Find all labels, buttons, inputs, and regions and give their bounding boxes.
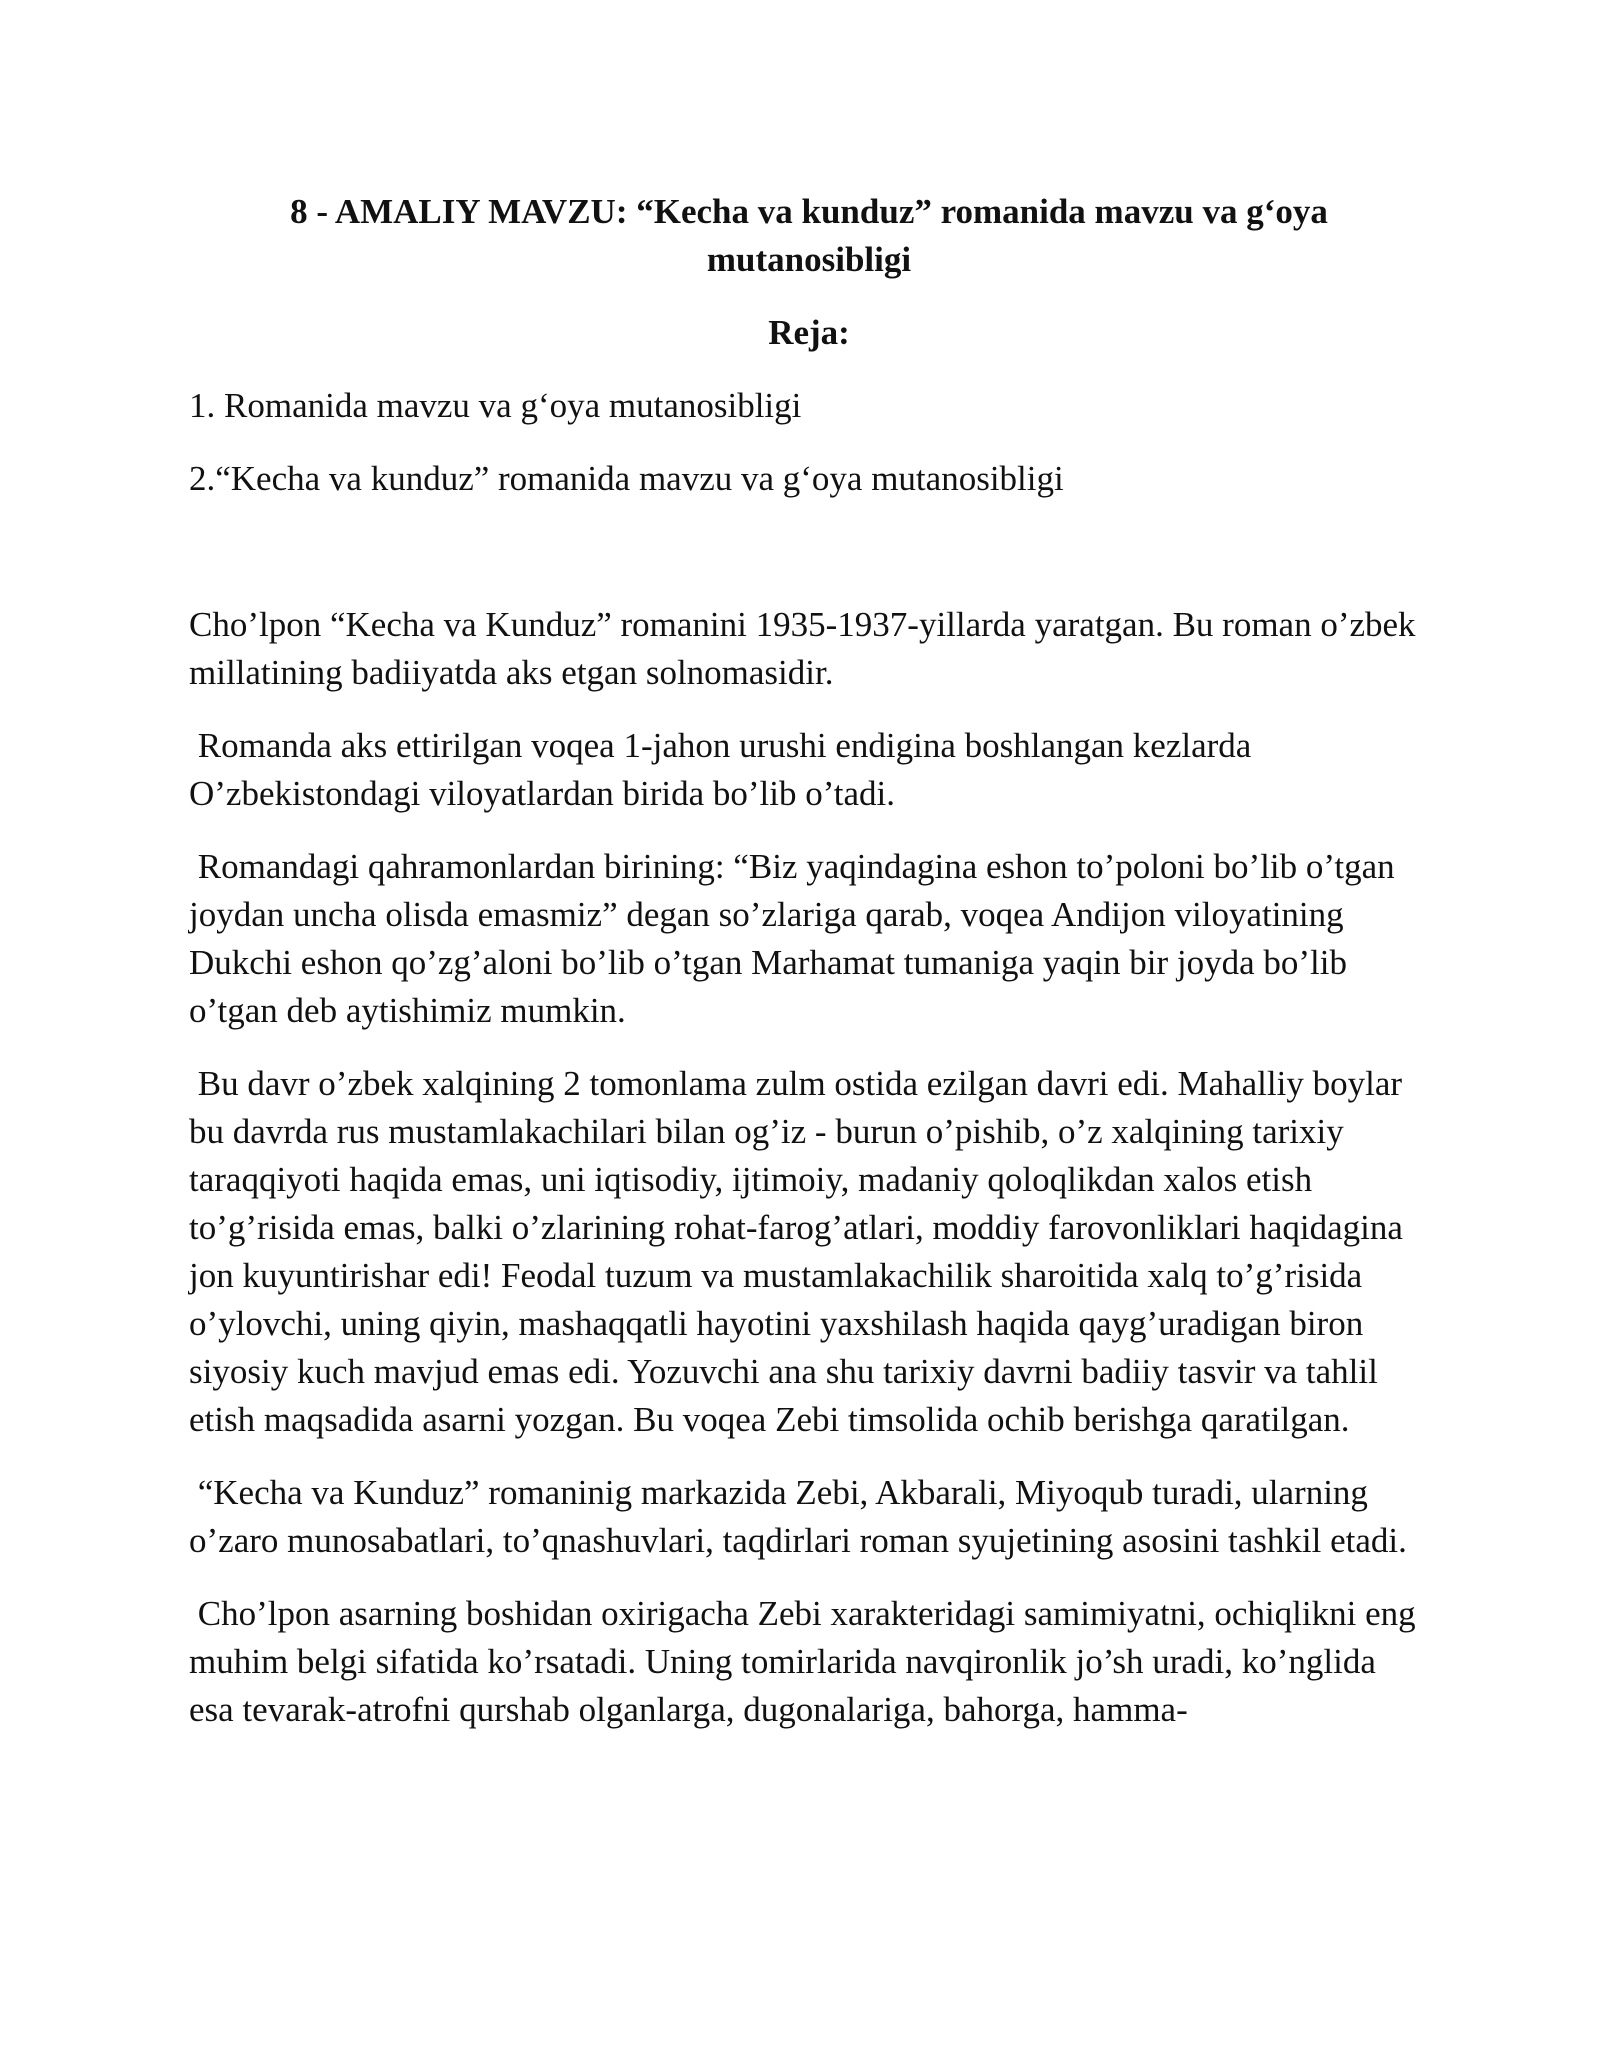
document-title: 8 - AMALIY MAVZU: “Kecha va kunduz” romanida mavzu va g‘oya mutanosibligi (290, 192, 1328, 279)
paragraph: Bu davr o’zbek xalqining 2 tomonlama zulm ostida ezilgan davri edi. Mahalliy boylar bu davrda rus mustamlakachilari bilan og’iz - burun o’pishib, o’z xalqining tarixiy taraqqiyoti haqida emas, uni iqtisodiy, ijtimoiy, madaniy qoloqlikdan xalos etish to’g’risida emas, balki o’zlarining rohat-farog’atlari, moddiy farovonliklari haqidagina jon kuyuntirishar edi! Feodal tuzum va mustamlakachilik sharoitida xalq to’g’risida o’ylovchi, uning qiyin, mashaqqatli hayotini yaxshilash haqida qayg’uradigan biron siyosiy kuch mavjud emas edi. Yozuvchi ana shu tarixiy davrni badiiy tasvir va tahlil etish maqsadida asarni yozgan. Bu voqea Zebi timsolida ochib berishga qaratilgan. (189, 1064, 1412, 1439)
plan-list (189, 382, 1429, 503)
plan-item: 2.“Kecha va kunduz” romanida mavzu va g‘oya mutanosibligi (189, 459, 1064, 498)
paragraph: Romanda aks ettirilgan voqea 1-jahon urushi endigina boshlangan kezlarda O’zbekistondagi viloyatlardan birida bo’lib o’tadi. (189, 726, 1261, 813)
paragraph: Cho’lpon “Kecha va Kunduz” romanini 1935-1937-yillarda yaratgan. Bu roman o’zbek millatining badiiyatda aks etgan solnomasidir. (189, 605, 1416, 692)
body-text (189, 601, 1429, 1734)
plan-item: 1. Romanida mavzu va g‘oya mutanosibligi (189, 386, 802, 425)
plan-heading: Reja: (768, 313, 850, 352)
document-content (189, 188, 1429, 1734)
paragraph: “Kecha va Kunduz” romaninig markazida Zebi, Akbarali, Miyoqub turadi, ularning o’zaro munosabatlari, to’qnashuvlari, taqdirlari roman syujetining asosini tashkil etadi. (189, 1473, 1407, 1560)
section-spacer (189, 503, 1429, 601)
paragraph: Cho’lpon asarning boshidan oxirigacha Zebi xarakteridagi samimiyatni, ochiqlikni eng muhim belgi sifatida ko’rsatadi. Uning tomirlarida navqironlik jo’sh uradi, ko’nglida esa tevarak-atrofni qurshab olganlarga, dugonalariga, bahorga, hamma- (189, 1594, 1425, 1729)
paragraph: Romandagi qahramonlardan birining: “Biz yaqindagina eshon to’poloni bo’lib o’tgan joydan uncha olisda emasmiz” degan so’zlariga qarab, voqea Andijon viloyatining Dukchi eshon qo’zg’aloni bo’lib o’tgan Marhamat tumaniga yaqin bir joyda bo’lib o’tgan deb aytishimiz mumkin. (189, 847, 1404, 1030)
